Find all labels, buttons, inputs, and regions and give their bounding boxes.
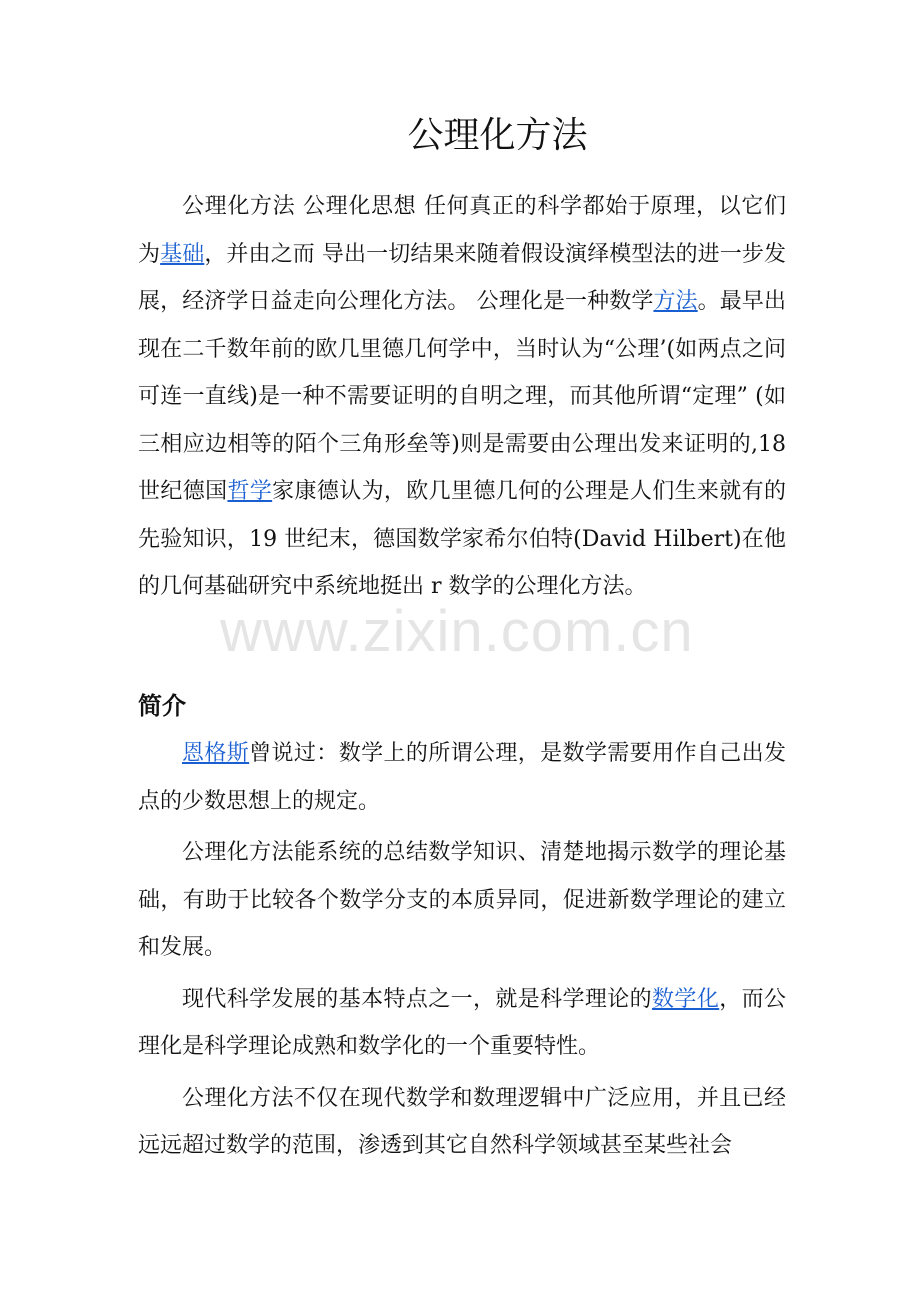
paragraph-system: 公理化方法能系统的总结数学知识、清楚地揭示数学的理论基础，有助于比较各个数学分支的本质异同，促进新数学理论的建立和发展。 <box>138 840 786 960</box>
modern-text-1: 现代科学发展的基本特点之一，就是科学理论的 <box>182 986 653 1012</box>
paragraph-engels <box>138 730 786 825</box>
intro-text-1: 公理化方法 公理化思想 任何真正的科学都始于原理，以它们为 <box>138 194 786 267</box>
modern-text-2: ，而公理化是科学理论成熟和数学化的一个重要特性。 <box>138 986 786 1059</box>
intro-paragraph <box>138 183 786 611</box>
paragraph-modern-science <box>138 976 786 1071</box>
page-title: 公理化方法 <box>407 115 588 156</box>
intro-section <box>138 183 786 611</box>
paragraph-application: 公理化方法不仅在现代数学和数理逻辑中广泛应用，并且已经远远超过数学的范围，渗透到其它自然科学领域甚至某些社会 <box>138 1085 786 1158</box>
engels-text: 曾说过：数学上的所谓公理，是数学需要用作自己出发点的少数思想上的规定。 <box>138 741 786 814</box>
link-zhexue[interactable]: 哲学 <box>227 479 273 504</box>
section-heading: 简介 <box>138 692 186 720</box>
watermark: www.zixin.com.cn <box>220 599 694 664</box>
link-fangfa[interactable]: 方法 <box>653 289 698 314</box>
link-engels[interactable]: 恩格斯 <box>182 741 250 766</box>
intro-text-3: 。最早出现在二千数年前的欧几里德几何学中，当时认为“公理’(如两点之问可连一直线)是一种不需要证明的自明之理，而其他所谓“定理” (如三相应边相等的陌个三角形垒等)则是需要由公理出发来证明的,18 世纪德国 <box>138 289 786 504</box>
intro-text-4: 家康德认为，欧几里德几何的公理是人们生来就有的先验知识，19 世纪末，德国数学家希尔伯特(David Hilbert)在他的几何基础研究中系统地挺出 r 数学的公理化方法。 <box>138 479 786 599</box>
intro-text-2: ，并由之而 导出一切结果来随着假设演绎模型法的进一步发展，经济学日益走向公理化方法。 公理化是一种数学 <box>138 241 786 314</box>
link-shuxuehua[interactable]: 数学化 <box>652 986 720 1012</box>
intro-body <box>138 730 786 1174</box>
link-jichu[interactable]: 基础 <box>160 241 205 267</box>
